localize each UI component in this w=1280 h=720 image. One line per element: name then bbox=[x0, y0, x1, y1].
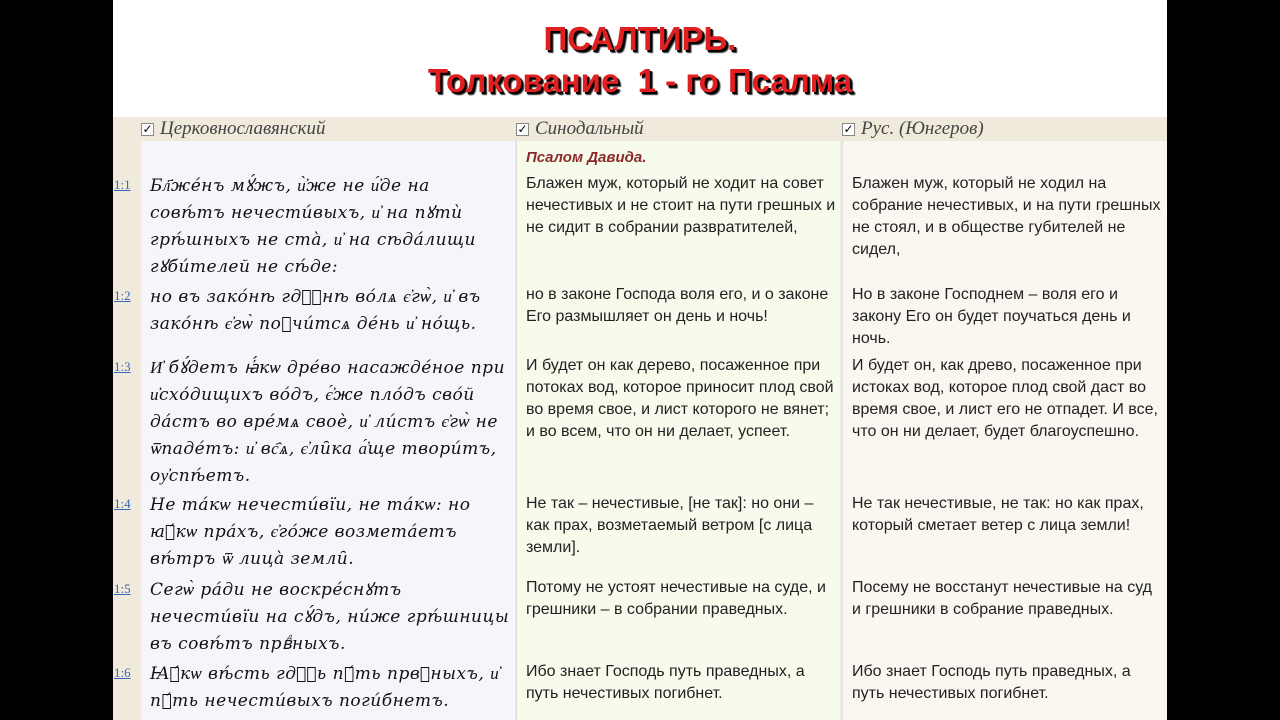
column-church-slavonic bbox=[141, 141, 515, 720]
parallel-text-panel bbox=[113, 117, 1167, 720]
verse-text-synodal: Блажен муж, который не ходит на совет нечестивых и не стоит на пути грешных и не сидит в собрании развратителей, bbox=[526, 175, 836, 236]
verse-text-synodal: Потому не устоят нечестивые на суде, и грешники – в собрании праведных. bbox=[526, 579, 826, 618]
verse-link-1-4[interactable]: 1:4 bbox=[114, 496, 131, 511]
slide-title bbox=[113, 18, 1167, 102]
verse-link-1-3[interactable]: 1:3 bbox=[114, 359, 131, 374]
verse-text-synodal: Ибо знает Господь путь праведных, а путь нечестивых погибнет. bbox=[526, 663, 805, 702]
verse-text-russian: Не так нечестивые, не так: но как прах, который сметает ветер с лица земли! bbox=[852, 495, 1144, 534]
verse-text-cs: Бл҃же́нъ мꙋ́жъ, и҆̀же не и҆́де на совѣ́тъ нечести́выхъ, и҆ на пꙋтѝ грѣ́шныхъ не ста̀, и҆ на сѣда́лищи гꙋби́телей не сѣ́де: bbox=[150, 176, 476, 277]
column-header-synodal[interactable] bbox=[516, 117, 644, 141]
column-header-label: Церковнославянский bbox=[160, 118, 326, 139]
title-line-1: ПСАЛТИРЬ. bbox=[543, 20, 737, 57]
column-russian-yungerov bbox=[842, 141, 1167, 720]
verse-text-synodal: Не так – нечестивые, [не так]: но они – как прах, возметаемый ветром [с лица земли]. bbox=[526, 495, 814, 556]
verse-text-synodal: но в законе Господа воля его, и о законе Его размышляет он день и ночь! bbox=[526, 286, 829, 325]
checkbox-russian-yungerov[interactable]: ✓ bbox=[843, 121, 854, 136]
psalm-heading: Псалом Давида. bbox=[526, 149, 647, 166]
verse-link-1-6[interactable]: 1:6 bbox=[114, 665, 131, 680]
verse-text-russian: Блажен муж, который не ходил на собрание нечестивых, и на пути грешных не стоял, и в обществе губителей не сидел, bbox=[852, 175, 1161, 258]
verse-text-russian: Посему не восстанут нечестивые на суд и грешники в собрание праведных. bbox=[852, 579, 1153, 618]
column-header-russian-yungerov[interactable] bbox=[842, 117, 984, 141]
verse-text-russian: Но в законе Господнем – воля его и закону Его он будет поучаться день и ночь. bbox=[852, 286, 1131, 347]
checkbox-church-slavonic[interactable]: ✓ bbox=[142, 121, 153, 136]
verse-link-1-5[interactable]: 1:5 bbox=[114, 581, 131, 596]
slide bbox=[113, 0, 1167, 720]
verse-link-1-1[interactable]: 1:1 bbox=[114, 177, 131, 192]
verse-link-1-2[interactable]: 1:2 bbox=[114, 288, 131, 303]
verse-text-synodal: И будет он как дерево, посаженное при потоках вод, которое приносит плод свой во время свое, и лист которого не вянет; и во всем, что он ни делает, успеет. bbox=[526, 357, 834, 440]
verse-text-cs: Сегѡ̀ ра́ди не воскре́снꙋтъ нечести́вїи на сꙋ́дъ, ни́же грѣ́шницы въ совѣ́тъ првⷣныхъ. bbox=[150, 580, 510, 654]
verse-text-cs: Ꙗ҆́кѡ вѣ́сть гдⷭ҇ь пꙋ́ть првⷣныхъ, и҆ пꙋ́ть нечести́выхъ поги́бнетъ. bbox=[150, 664, 500, 711]
verse-text-russian: И будет он, как древо, посаженное при истоках вод, которое плод свой даст во время свое, и лист его не отпадет. И все, что он ни делает, будет благоуспешно. bbox=[852, 357, 1158, 440]
verse-text-cs: но въ зако́нѣ гдⷭ҇нѣ во́лѧ є҆гѡ̀, и҆ въ зако́нѣ є҆гѡ̀ поꙋчи́тсѧ де́нь и҆ но́щь. bbox=[150, 287, 481, 334]
checkbox-synodal[interactable]: ✓ bbox=[517, 121, 528, 136]
verse-text-russian: Ибо знает Господь путь праведных, а путь нечестивых погибнет. bbox=[852, 663, 1131, 702]
column-header-church-slavonic[interactable] bbox=[141, 117, 326, 141]
title-line-2: Толкование 1 - го Псалма bbox=[427, 62, 853, 99]
verse-text-cs: Не та́кѡ нечести́вїи, не та́кѡ: но ꙗ҆́кѡ пра́хъ, є҆го́же возмета́етъ вѣ́тръ ѿ лица̀ земли̑. bbox=[150, 495, 471, 569]
column-header-label: Рус. (Юнгеров) bbox=[861, 118, 984, 139]
column-synodal bbox=[516, 141, 840, 720]
column-header-label: Синодальный bbox=[535, 118, 644, 139]
verse-text-cs: И҆ бꙋ́детъ ꙗ҆́кѡ дре́во насажде́ное при и҆схо́дищихъ во́дъ, є҆́же пло́дъ сво́й да́стъ во вре́мѧ своѐ, и҆ ли́стъ є҆гѡ̀ не ѿпаде́тъ: и҆ вс҄ѧ, є҆ли̑ка а҆́ще твори́тъ, оу҆спѣ́етъ. bbox=[150, 358, 506, 486]
